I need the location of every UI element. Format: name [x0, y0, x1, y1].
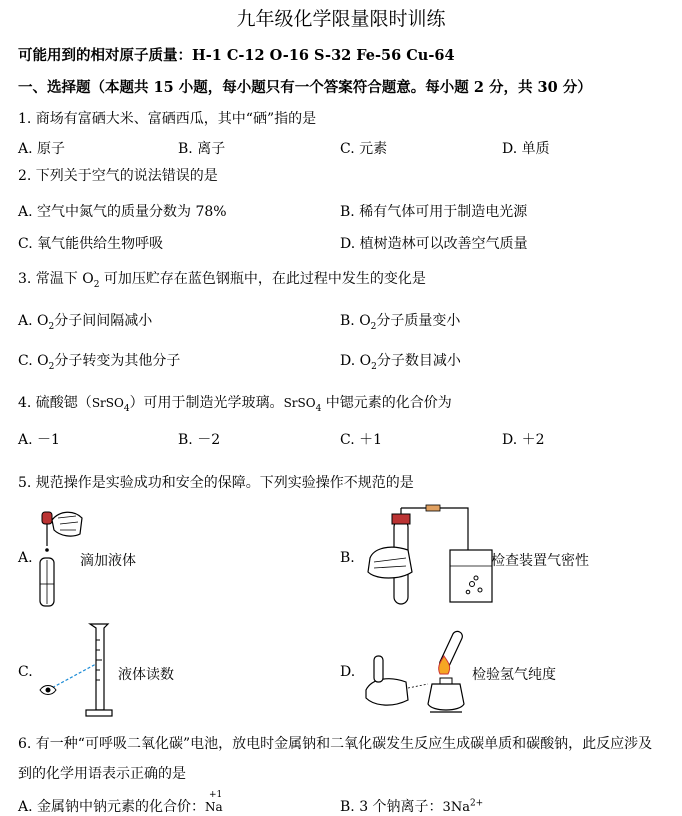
page-title: 九年级化学限量限时训练: [236, 8, 446, 30]
question-1-stem: 1. 商场有富硒大米、富硒西瓜，其中“硒”指的是: [18, 111, 317, 127]
airtightness-illustration: [360, 504, 500, 606]
q5-option-d-letter[interactable]: D.: [340, 664, 356, 680]
question-3-stem: 3. 常温下 $O_2$ 可加压贮存在蓝色钢瓶中，在此过程中发生的变化是: [18, 271, 426, 290]
hydrogen-test-illustration: [362, 626, 474, 718]
q4-option-b[interactable]: B. －2: [178, 432, 221, 448]
q1-option-b[interactable]: B. 离子: [178, 141, 226, 157]
question-6-stem-line2: 到的化学用语表示正确的是: [18, 766, 186, 782]
q3-option-b[interactable]: B. $O_2$分子质量变小: [340, 313, 461, 332]
q5-option-b-label: 检查装置气密性: [491, 553, 589, 569]
q4-option-d[interactable]: D. ＋2: [502, 432, 545, 448]
q2-option-a[interactable]: A. 空气中氮气的质量分数为 78%: [18, 204, 227, 220]
q1-option-d[interactable]: D. 单质: [502, 141, 550, 157]
q4-option-a[interactable]: A. －1: [18, 432, 60, 448]
q1-option-a[interactable]: A. 原子: [18, 141, 66, 157]
q5-option-d-label: 检验氢气纯度: [472, 667, 556, 683]
q6-option-a[interactable]: A. 金属钠中钠元素的化合价： +1 Na: [18, 790, 223, 815]
atomic-masses: 可能用到的相对原子质量：H-1 C-12 O-16 S-32 Fe-56 Cu-64: [18, 47, 455, 64]
q2-option-c[interactable]: C. 氧气能供给生物呼吸: [18, 236, 164, 252]
q5-option-a-label: 滴加液体: [80, 553, 136, 569]
cylinder-reading-illustration: [36, 620, 116, 720]
question-2-stem: 2. 下列关于空气的说法错误的是: [18, 168, 218, 184]
q4-option-c[interactable]: C. ＋1: [340, 432, 383, 448]
q3-option-d[interactable]: D. $O_2$分子数目减小: [340, 353, 461, 372]
q5-option-a-letter[interactable]: A.: [18, 550, 33, 566]
question-4-stem: 4. 硫酸锶（SrSO$_4$）可用于制造光学玻璃。SrSO$_4$ 中锶元素的化合价为: [18, 395, 452, 414]
q5-option-c-letter[interactable]: C.: [18, 664, 33, 680]
section-heading: 一、选择题（本题共 15 小题，每小题只有一个答案符合题意。每小题 2 分，共 30 分）: [18, 79, 592, 96]
question-5-stem: 5. 规范操作是实验成功和安全的保障。下列实验操作不规范的是: [18, 475, 414, 491]
question-6-stem-line1: 6. 有一种“可呼吸二氧化碳”电池，放电时金属钠和二氧化碳发生反应生成碳单质和碳酸钠，此反应涉及: [18, 736, 653, 752]
q2-option-b[interactable]: B. 稀有气体可用于制造电光源: [340, 204, 528, 220]
q5-option-b-letter[interactable]: B.: [340, 550, 355, 566]
q6-option-b[interactable]: B. 3 个钠离子：$3Na^{2+}$: [340, 798, 484, 815]
q3-option-a[interactable]: A. $O_2$分子间间隔减小: [18, 313, 153, 332]
q1-option-c[interactable]: C. 元素: [340, 141, 388, 157]
q5-option-c-label: 液体读数: [118, 667, 174, 683]
q2-option-d[interactable]: D. 植树造林可以改善空气质量: [340, 236, 528, 252]
q3-option-c[interactable]: C. $O_2$分子转变为其他分子: [18, 353, 181, 372]
